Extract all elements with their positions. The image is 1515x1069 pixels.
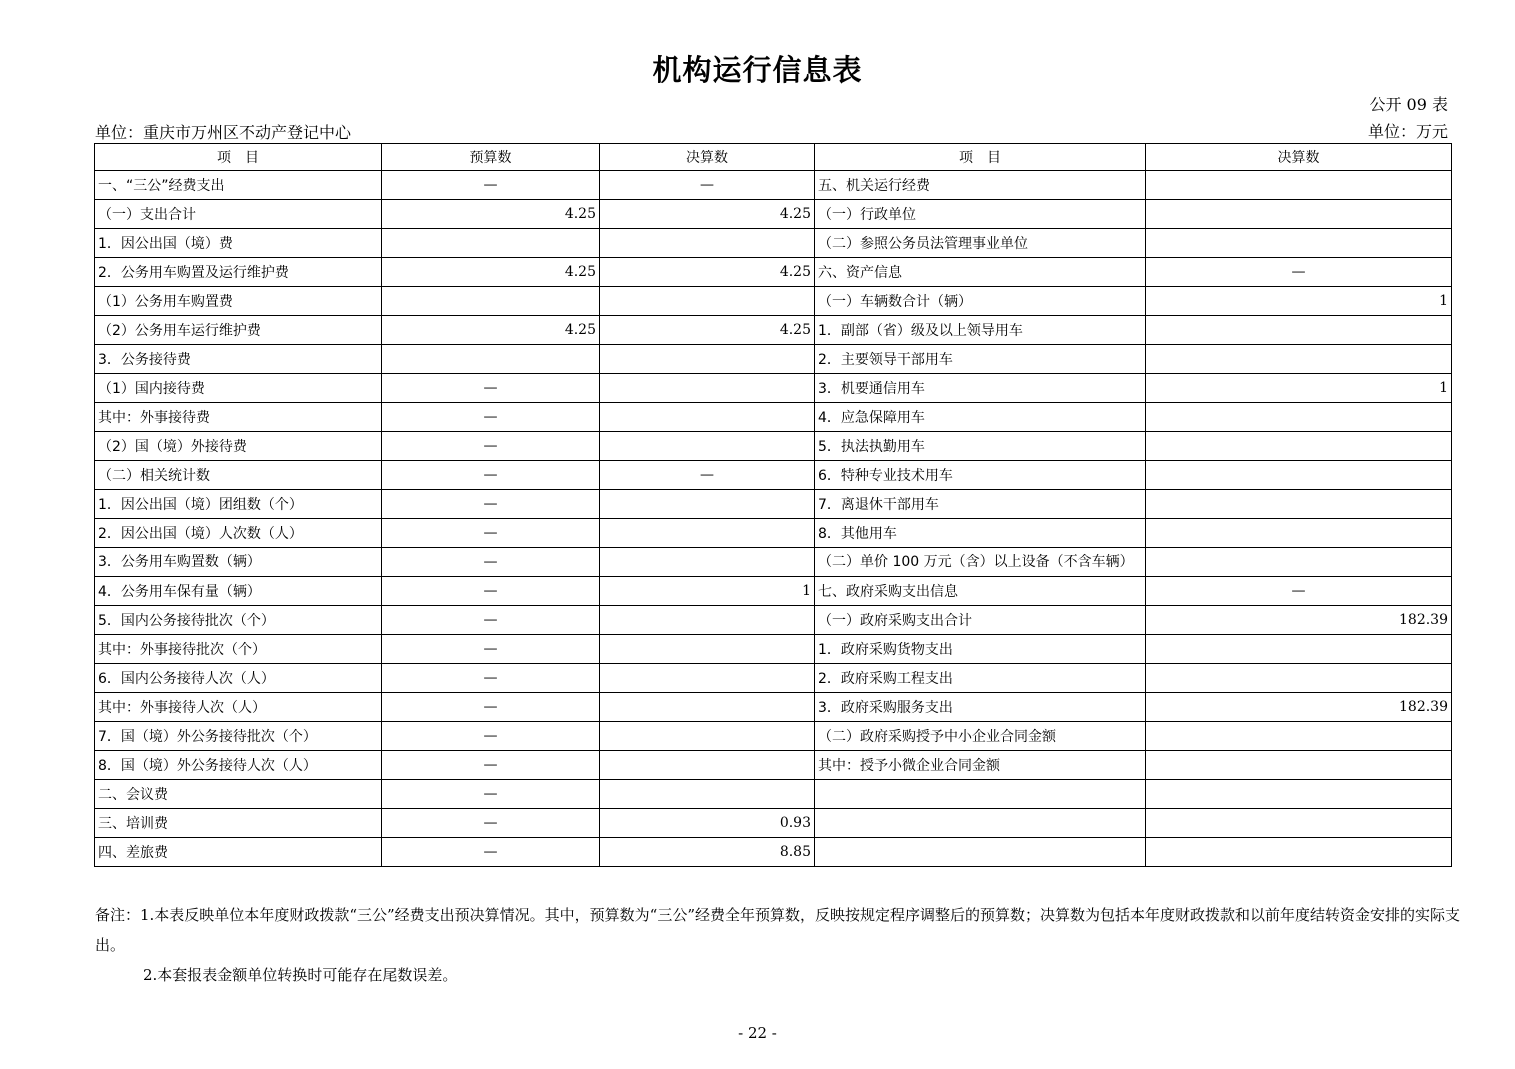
left-item-label: （一）支出合计 — [95, 200, 382, 229]
left-item-label: 其中：外事接待批次（个） — [95, 635, 382, 664]
budget-value: — — [382, 403, 600, 432]
table-row — [95, 316, 1452, 345]
final-value-right — [1146, 519, 1452, 548]
table-row — [95, 490, 1452, 519]
left-item-label: 8．国（境）外公务接待人次（人） — [95, 751, 382, 780]
note-2: 2.本套报表金额单位转换时可能存在尾数误差。 — [143, 966, 458, 984]
final-value-right — [1146, 664, 1452, 693]
final-value-left — [600, 722, 815, 751]
final-value-right — [1146, 490, 1452, 519]
final-value-right — [1146, 809, 1452, 838]
final-value-right — [1146, 780, 1452, 809]
final-value-left: 4.25 — [600, 200, 815, 229]
final-value-left — [600, 287, 815, 316]
right-item-label: 6．特种专业技术用车 — [815, 461, 1146, 490]
unit-organization: 单位：重庆市万州区不动产登记中心 — [95, 123, 352, 142]
final-value-left — [600, 635, 815, 664]
left-item-label: 6．国内公务接待人次（人） — [95, 664, 382, 693]
final-value-left — [600, 374, 815, 403]
table-row — [95, 606, 1452, 635]
budget-value: — — [382, 171, 600, 200]
right-item-label: 七、政府采购支出信息 — [815, 577, 1146, 606]
header-final-left: 决算数 — [600, 144, 815, 171]
final-value-left — [600, 519, 815, 548]
final-value-right: — — [1146, 258, 1452, 287]
header-item-left: 项 目 — [95, 144, 382, 171]
final-value-left — [600, 403, 815, 432]
budget-value: 4.25 — [382, 200, 600, 229]
table-row — [95, 200, 1452, 229]
page-title: 机构运行信息表 — [652, 53, 863, 87]
budget-value: — — [382, 490, 600, 519]
final-value-right — [1146, 316, 1452, 345]
notes — [95, 900, 1465, 990]
budget-value: — — [382, 606, 600, 635]
right-item-label: 8．其他用车 — [815, 519, 1146, 548]
budget-value: — — [382, 374, 600, 403]
right-item-label: 4．应急保障用车 — [815, 403, 1146, 432]
table-row — [95, 229, 1452, 258]
final-value-left — [600, 432, 815, 461]
left-item-label: 其中：外事接待人次（人） — [95, 693, 382, 722]
header-item-right: 项 目 — [815, 144, 1146, 171]
final-value-left — [600, 693, 815, 722]
budget-value: — — [382, 751, 600, 780]
budget-value: — — [382, 519, 600, 548]
page-number: - 22 - — [738, 1024, 777, 1042]
final-value-left: — — [600, 171, 815, 200]
table-row — [95, 374, 1452, 403]
right-item-label: 1．政府采购货物支出 — [815, 635, 1146, 664]
final-value-right: 1 — [1146, 287, 1452, 316]
header-budget: 预算数 — [382, 144, 600, 171]
final-value-left — [600, 606, 815, 635]
final-value-left — [600, 548, 815, 577]
budget-value: — — [382, 722, 600, 751]
table-row — [95, 577, 1452, 606]
final-value-right — [1146, 403, 1452, 432]
final-value-left: 0.93 — [600, 809, 815, 838]
final-value-right — [1146, 722, 1452, 751]
budget-value: — — [382, 693, 600, 722]
budget-value: — — [382, 635, 600, 664]
table-row — [95, 287, 1452, 316]
final-value-right: 182.39 — [1146, 606, 1452, 635]
budget-value — [382, 287, 600, 316]
right-item-label — [815, 809, 1146, 838]
left-item-label: （2）国（境）外接待费 — [95, 432, 382, 461]
final-value-right — [1146, 200, 1452, 229]
budget-value: — — [382, 432, 600, 461]
final-value-right — [1146, 171, 1452, 200]
budget-value — [382, 229, 600, 258]
budget-value: 4.25 — [382, 258, 600, 287]
final-value-left: 4.25 — [600, 258, 815, 287]
budget-value: — — [382, 664, 600, 693]
table-row — [95, 722, 1452, 751]
left-item-label: 2．因公出国（境）人次数（人） — [95, 519, 382, 548]
left-item-label: 5．国内公务接待批次（个） — [95, 606, 382, 635]
left-item-label: 7．国（境）外公务接待批次（个） — [95, 722, 382, 751]
final-value-left — [600, 345, 815, 374]
right-item-label: （二）单价 100 万元（含）以上设备（不含车辆） — [815, 548, 1146, 577]
left-item-label: 2．公务用车购置及运行维护费 — [95, 258, 382, 287]
table-row — [95, 664, 1452, 693]
right-item-label: （二）政府采购授予中小企业合同金额 — [815, 722, 1146, 751]
left-item-label: （1）公务用车购置费 — [95, 287, 382, 316]
right-item-label: 7．离退休干部用车 — [815, 490, 1146, 519]
left-item-label: 4．公务用车保有量（辆） — [95, 577, 382, 606]
budget-value: — — [382, 548, 600, 577]
budget-value: — — [382, 461, 600, 490]
left-item-label: （2）公务用车运行维护费 — [95, 316, 382, 345]
left-item-label: （二）相关统计数 — [95, 461, 382, 490]
table-row — [95, 432, 1452, 461]
left-item-label: 3．公务用车购置数（辆） — [95, 548, 382, 577]
header-final-right: 决算数 — [1146, 144, 1452, 171]
final-value-right — [1146, 838, 1452, 867]
final-value-left: 1 — [600, 577, 815, 606]
right-item-label: 2．政府采购工程支出 — [815, 664, 1146, 693]
table-row — [95, 809, 1452, 838]
final-value-left: — — [600, 461, 815, 490]
info-table — [94, 143, 1452, 867]
left-item-label: 四、差旅费 — [95, 838, 382, 867]
final-value-right — [1146, 345, 1452, 374]
final-value-left: 4.25 — [600, 316, 815, 345]
right-item-label: 其中：授予小微企业合同金额 — [815, 751, 1146, 780]
left-item-label: 一、“三公”经费支出 — [95, 171, 382, 200]
table-row — [95, 519, 1452, 548]
table-row — [95, 258, 1452, 287]
table-row — [95, 171, 1452, 200]
budget-value: — — [382, 809, 600, 838]
right-item-label: （一）政府采购支出合计 — [815, 606, 1146, 635]
left-item-label: 1．因公出国（境）团组数（个） — [95, 490, 382, 519]
final-value-left — [600, 780, 815, 809]
right-item-label: （一）车辆数合计（辆） — [815, 287, 1146, 316]
final-value-left — [600, 229, 815, 258]
table-row — [95, 345, 1452, 374]
right-item-label: 3．机要通信用车 — [815, 374, 1146, 403]
right-item-label: （二）参照公务员法管理事业单位 — [815, 229, 1146, 258]
left-item-label: 3．公务接待费 — [95, 345, 382, 374]
final-value-left — [600, 751, 815, 780]
table-row — [95, 548, 1452, 577]
right-item-label — [815, 780, 1146, 809]
final-value-right — [1146, 461, 1452, 490]
final-value-right — [1146, 635, 1452, 664]
table-header-row — [95, 144, 1452, 171]
table-row — [95, 635, 1452, 664]
right-item-label: 5．执法执勤用车 — [815, 432, 1146, 461]
budget-value: 4.25 — [382, 316, 600, 345]
final-value-right — [1146, 751, 1452, 780]
final-value-left — [600, 490, 815, 519]
right-item-label: 六、资产信息 — [815, 258, 1146, 287]
unit-currency: 单位：万元 — [1367, 122, 1448, 141]
table-row — [95, 780, 1452, 809]
right-item-label: 五、机关运行经费 — [815, 171, 1146, 200]
left-item-label: 二、会议费 — [95, 780, 382, 809]
budget-value: — — [382, 577, 600, 606]
left-item-label: 三、培训费 — [95, 809, 382, 838]
table-row — [95, 751, 1452, 780]
left-item-label: （1）国内接待费 — [95, 374, 382, 403]
form-code: 公开 09 表 — [1369, 95, 1448, 114]
table-row — [95, 693, 1452, 722]
final-value-right: — — [1146, 577, 1452, 606]
table-row — [95, 461, 1452, 490]
final-value-right — [1146, 548, 1452, 577]
table-row — [95, 838, 1452, 867]
final-value-right — [1146, 229, 1452, 258]
right-item-label — [815, 838, 1146, 867]
left-item-label: 其中：外事接待费 — [95, 403, 382, 432]
right-item-label: 3．政府采购服务支出 — [815, 693, 1146, 722]
right-item-label: 1．副部（省）级及以上领导用车 — [815, 316, 1146, 345]
final-value-right: 182.39 — [1146, 693, 1452, 722]
right-item-label: （一）行政单位 — [815, 200, 1146, 229]
left-item-label: 1．因公出国（境）费 — [95, 229, 382, 258]
table-row — [95, 403, 1452, 432]
final-value-right: 1 — [1146, 374, 1452, 403]
right-item-label: 2．主要领导干部用车 — [815, 345, 1146, 374]
final-value-right — [1146, 432, 1452, 461]
note-1: 备注：1.本表反映单位本年度财政拨款“三公”经费支出预决算情况。其中，预算数为“三公”经费全年预算数，反映按规定程序调整后的预算数；决算数为包括本年度财政拨款和以前年度结转资金安排的实际支出。 — [95, 906, 1460, 954]
final-value-left: 8.85 — [600, 838, 815, 867]
budget-value — [382, 345, 600, 374]
budget-value: — — [382, 780, 600, 809]
budget-value: — — [382, 838, 600, 867]
final-value-left — [600, 664, 815, 693]
